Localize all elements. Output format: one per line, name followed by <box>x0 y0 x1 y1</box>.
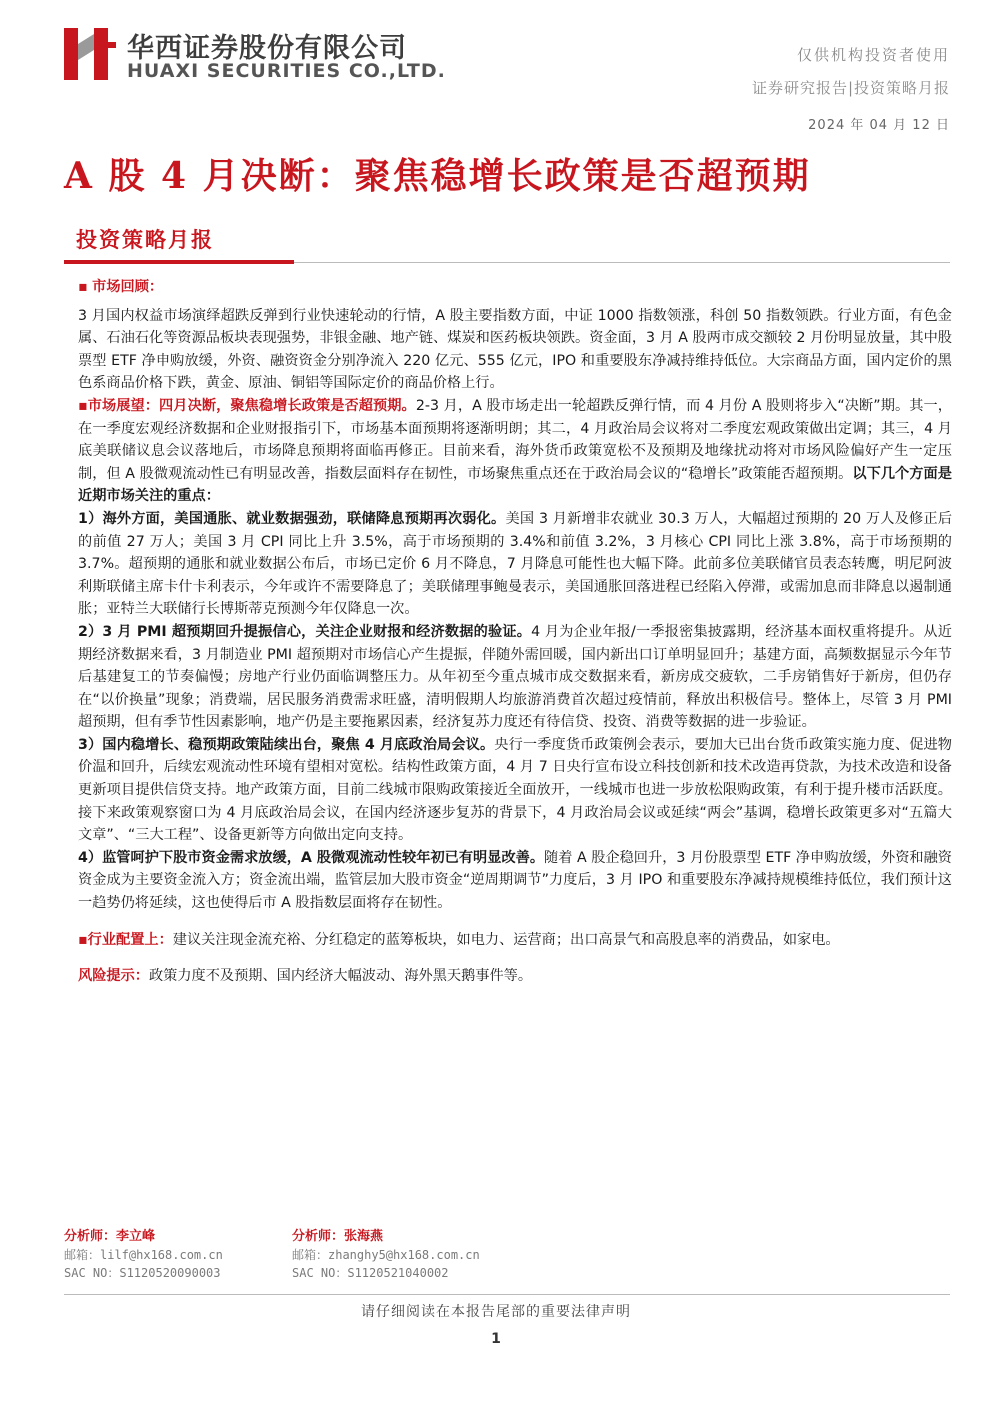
point-2-text: 4 月为企业年报/一季报密集披露期，经济基本面权重将提升。从近期经济数据来看，3 月制造业 PMI 超预期对市场信心产生提振，伴随外需回暖，国内新出口订单明显回升；基建方面，高频数据显示今年节后基建复工的节奏偏慢；房地产行业仍面临调整压力。从年初至今重点城市成交数据来看，新房成交疲软，二手房销售好于新房，但仍存在“以价换量”现象；消费端，居民服务消费需求旺盛，清明假期人均旅游消费首次超过疫情前，释放出积极信号。整体上，尽管 3 月 PMI 超预期，但有季节性因素影响，地产仍是主要拖累因素，经济复苏力度还有待信贷、投资、消费等数据的进一步验证。 <box>78 623 952 731</box>
bullet-icon: ▪ <box>78 931 88 948</box>
point-4-head: 4）监管呵护下股市资金需求放缓，A 股微观流动性较年初已有明显改善。 <box>78 849 545 866</box>
analyst-1-email[interactable]: 邮箱：lilf@hx168.com.cn <box>64 1248 223 1262</box>
analyst-1-name: 分析师：李立峰 <box>64 1229 156 1244</box>
market-review-heading <box>78 276 952 299</box>
report-subtitle: 投资策略月报 <box>76 227 214 252</box>
report-title: A 股 4 月决断：聚焦稳增长政策是否超预期 <box>64 155 811 197</box>
footer-disclaimer: 请仔细阅读在本报告尾部的重要法律声明 <box>361 1304 631 1320</box>
point-2 <box>78 621 952 734</box>
market-focus-text: 以下几个方面是近期市场关注的重点： <box>78 465 952 505</box>
report-date: 2024 年 04 月 12 日 <box>808 118 950 133</box>
industry-paragraph <box>78 929 952 952</box>
market-outlook-text: 2-3 月，A 股市场走出一轮超跌反弹行情，而 4 月份 A 股则将步入“决断”期。其一，在一季度宏观经济数据和企业财报指引下，市场基本面预期将逐渐明朗；其二，4 月政治局会议将对二季度宏观政策做出定调；其三，4 月底美联储议息会议落地后，市场降息预期将面临再修正。目前来看，海外货币政策宽松不及预期及地缘扰动将对市场风险偏好产生一定压制，但 A 股微观流动性已有明显改善，指数层面料存在韧性，市场聚焦重点还在于政治局会议的“稳增长”政策能否超预期。 <box>78 397 952 482</box>
point-4-text: 随着 A 股企稳回升，3 月份股票型 ETF 净申购放缓，外资和融资资金成为主要资金流入方；资金流出端，监管层加大股市资金“逆周期调节”力度后，3 月 IPO 和重要股东净减持规模维持低位，我们预计这一趋势仍将延续，这也使得后市 A 股指数层面将存在韧性。 <box>78 849 952 912</box>
bullet-icon: ▪ <box>78 397 88 414</box>
analyst-2-email[interactable]: 邮箱：zhanghy5@hx168.com.cn <box>292 1248 480 1262</box>
point-3-text: 央行一季度货币政策例会表示，要加大已出台货币政策实施力度、促进物价温和回升，后续宏观流动性环境有望相对宽松。结构性政策方面，4 月 7 日央行宣布设立科技创新和技术改造再贷款，为技术改造和设备更新项目提供信贷支持。地产政策方面，目前二线城市限购政策接近全面放开，一线城市也进一步放松限购政策，有利于提升楼市活跃度。接下来政策观察窗口为 4 月底政治局会议，在国内经济逐步复苏的背景下，4 月政治局会议或延续“两会”基调，稳增长政策更多对“五篇大文章”、“三大工程”、设备更新等方向做出定向支持。 <box>78 736 952 844</box>
risk-text: 政策力度不及预期、国内经济大幅波动、海外黑天鹅事件等。 <box>148 968 533 985</box>
market-review-label: 市场回顾： <box>92 279 164 295</box>
risk-label: 风险提示： <box>78 968 149 985</box>
point-3 <box>78 734 952 847</box>
huaxi-logo-icon <box>64 24 116 80</box>
title-rule-red <box>64 260 294 264</box>
page-number: 1 <box>491 1331 501 1347</box>
analyst-1-sac: SAC NO：S1120520090003 <box>64 1266 221 1280</box>
market-outlook-paragraph <box>78 395 952 508</box>
company-name-cn: 华西证券股份有限公司 <box>127 33 407 64</box>
risk-paragraph <box>78 965 952 988</box>
analyst-2-sac: SAC NO：S1120521040002 <box>292 1266 449 1280</box>
point-3-head: 3）国内稳增长、稳预期政策陆续出台，聚焦 4 月底政治局会议。 <box>78 736 495 753</box>
point-2-head: 2）3 月 PMI 超预期回升提振信心，关注企业财报和经济数据的验证。 <box>78 623 532 640</box>
market-review-text: 3 月国内权益市场演绎超跌反弹到行业快速轮动的行情，A 股主要指数方面，中证 1000 指数领涨，科创 50 指数领跌。行业方面，有色金属、石油石化等资源品板块表现强势，非银金融、地产链、煤炭和医药板块领跌。资金面，3 月 A 股两市成交额较 2 月份明显放量，其中股票型 ETF 净申购放缓，外资、融资资金分别净流入 220 亿元、555 亿元，IPO 和重要股东净减持维持低位。大宗商品方面，国内定价的黑色系商品价格下跌，黄金、原油、铜铝等国际定价的商品价格上行。 <box>78 307 952 392</box>
point-1-head: 1）海外方面，美国通胀、就业数据强劲，联储降息预期再次弱化。 <box>78 510 506 527</box>
industry-text: 建议关注现金流充裕、分红稳定的蓝筹板块，如电力、运营商；出口高景气和高股息率的消费品，如家电。 <box>172 931 840 948</box>
title-rule-gray <box>294 262 950 263</box>
point-1 <box>78 508 952 621</box>
report-body <box>78 276 952 988</box>
analyst-1 <box>64 1228 223 1282</box>
company-name-en: HUAXI SECURITIES CO.,LTD. <box>127 60 446 82</box>
point-1-text: 美国 3 月新增非农就业 30.3 万人，大幅超过预期的 20 万人及修正后的前值 27 万人；美国 3 月 CPI 同比上升 3.5%，高于市场预期的 3.4%和前值 3.2%，3 月核心 CPI 同比上涨 3.8%，高于市场预期的 3.7%。超预期的通胀和就业数据公布后，市场已定价 6 月不降息，7 月降息可能性也大幅下降。此前多位美联储官员表态转鹰，明尼阿波利斯联储主席卡什卡利表示，今年或许不需要降息了；美联储理事鲍曼表示，美国通胀回落进程已经陷入停滞，或需加息而非降息以遏制通胀；亚特兰大联储行长博斯蒂克预测今年仅降息一次。 <box>78 510 953 618</box>
report-type: 证券研究报告|投资策略月报 <box>751 79 950 97</box>
analyst-2-name: 分析师：张海燕 <box>292 1229 384 1244</box>
audience-note: 仅供机构投资者使用 <box>796 46 950 64</box>
market-outlook-label: 市场展望：四月决断，聚焦稳增长政策是否超预期。 <box>87 397 416 414</box>
industry-label: 行业配置上： <box>87 931 173 948</box>
point-4 <box>78 847 952 915</box>
bullet-icon: ▪ <box>78 279 88 295</box>
footer-rule <box>64 1294 950 1295</box>
analyst-2 <box>292 1228 480 1282</box>
